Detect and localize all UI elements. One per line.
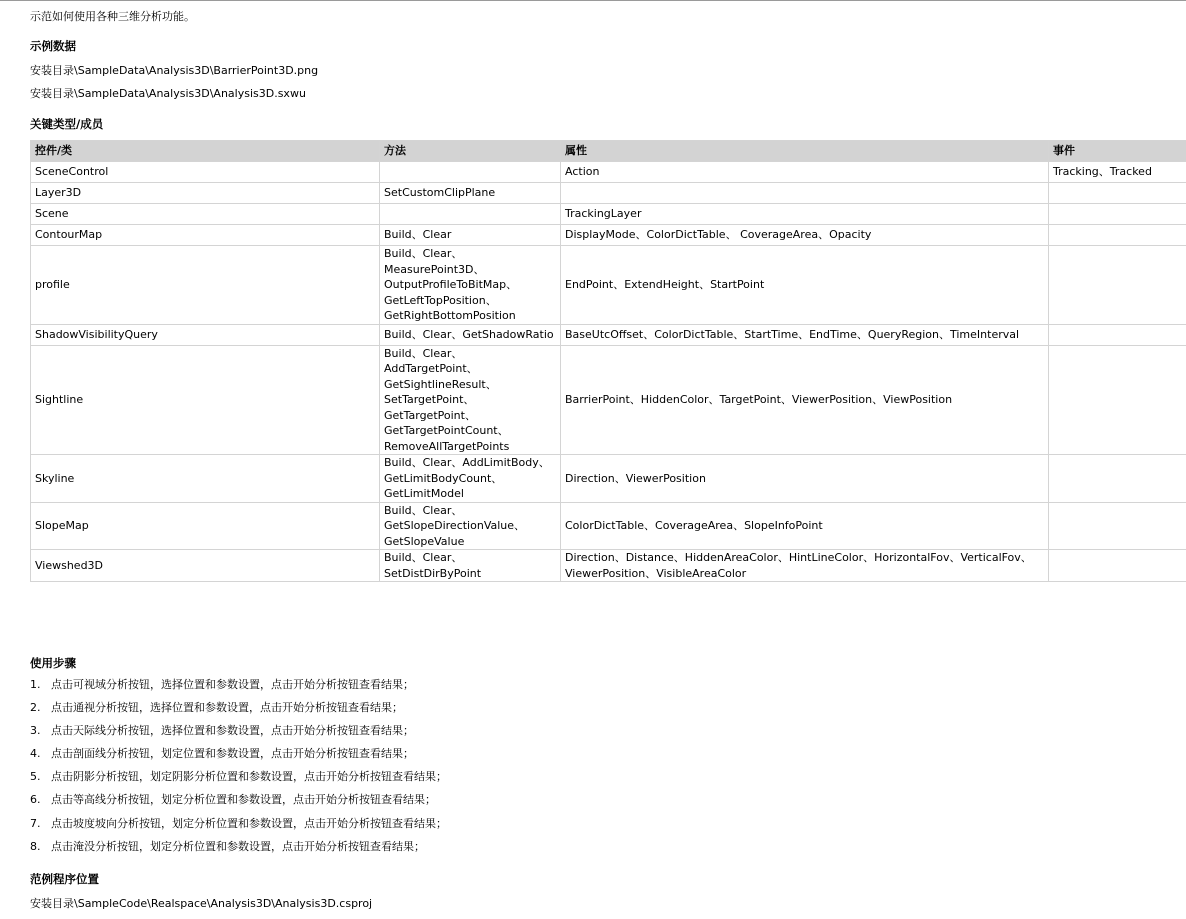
events-cell <box>1049 455 1186 503</box>
list-item: 4. 点击剖面线分析按钮，划定位置和参数设置，点击开始分析按钮查看结果； <box>30 747 414 761</box>
properties-cell: Direction、ViewerPosition <box>561 455 1049 503</box>
list-item: 2. 点击通视分析按钮，选择位置和参数设置，点击开始分析按钮查看结果； <box>30 701 403 715</box>
key-types-heading: 关键类型/成员 <box>30 117 104 131</box>
methods-cell: Build、Clear、MeasurePoint3D、 OutputProfileToBitMap、 GetLeftTopPosition、 GetRightBottomPosition <box>380 246 561 325</box>
properties-cell: EndPoint、ExtendHeight、StartPoint <box>561 246 1049 325</box>
events-cell <box>1049 550 1186 582</box>
list-item: 8. 点击淹没分析按钮，划定分析位置和参数设置，点击开始分析按钮查看结果； <box>30 839 425 853</box>
program-location-path: 安装目录\SampleCode\Realspace\Analysis3D\Analysis3D.csproj <box>30 897 373 910</box>
sample-data-path: 安装目录\SampleData\Analysis3D\BarrierPoint3D.png <box>30 64 319 77</box>
intro-text: 示范如何使用各种三维分析功能。 <box>30 10 195 23</box>
class-cell: ContourMap <box>31 225 380 246</box>
list-item: 5. 点击阴影分析按钮，划定阴影分析位置和参数设置，点击开始分析按钮查看结果； <box>30 770 447 784</box>
column-header-properties: 属性 <box>561 141 1049 162</box>
class-cell: Layer3D <box>31 183 380 204</box>
class-cell: profile <box>31 246 380 325</box>
table-row <box>31 246 1186 325</box>
properties-cell: ColorDictTable、CoverageArea、SlopeInfoPoint <box>561 502 1049 550</box>
table-row <box>31 550 1186 582</box>
class-cell: SceneControl <box>31 162 380 183</box>
events-cell: Tracking、Tracked <box>1049 162 1186 183</box>
column-header-methods: 方法 <box>380 141 561 162</box>
class-cell: Viewshed3D <box>31 550 380 582</box>
steps-heading: 使用步骤 <box>30 656 76 670</box>
sample-data-heading: 示例数据 <box>30 39 76 53</box>
properties-cell: TrackingLayer <box>561 204 1049 225</box>
class-cell: Sightline <box>31 345 380 455</box>
methods-cell <box>380 162 561 183</box>
properties-cell: Action <box>561 162 1049 183</box>
top-divider <box>0 0 1186 1</box>
sample-data-path: 安装目录\SampleData\Analysis3D\Analysis3D.sxwu <box>30 87 306 100</box>
program-location-heading: 范例程序位置 <box>30 872 99 886</box>
table-row <box>31 502 1186 550</box>
properties-cell <box>561 183 1049 204</box>
table-row <box>31 225 1186 246</box>
properties-cell: BaseUtcOffset、ColorDictTable、StartTime、EndTime、QueryRegion、TimeInterval <box>561 324 1049 345</box>
methods-cell <box>380 204 561 225</box>
class-cell: SlopeMap <box>31 502 380 550</box>
methods-cell: Build、Clear、SetDistDirByPoint <box>380 550 561 582</box>
methods-cell: Build、Clear、GetShadowRatio <box>380 324 561 345</box>
events-cell <box>1049 183 1186 204</box>
list-item: 3. 点击天际线分析按钮，选择位置和参数设置，点击开始分析按钮查看结果； <box>30 724 414 738</box>
column-header-events: 事件 <box>1049 141 1186 162</box>
methods-cell: Build、Clear、AddLimitBody、 GetLimitBodyCount、 GetLimitModel <box>380 455 561 503</box>
table-row <box>31 324 1186 345</box>
table-row <box>31 455 1186 503</box>
column-header-class: 控件/类 <box>31 141 380 162</box>
class-cell: ShadowVisibilityQuery <box>31 324 380 345</box>
methods-cell: Build、Clear <box>380 225 561 246</box>
methods-cell: Build、Clear、AddTargetPoint、 GetSightlineResult、 SetTargetPoint、 GetTargetPoint、 GetTargetPointCount、 RemoveAllTargetPoints <box>380 345 561 455</box>
properties-cell: BarrierPoint、HiddenColor、TargetPoint、ViewerPosition、ViewPosition <box>561 345 1049 455</box>
events-cell <box>1049 204 1186 225</box>
events-cell <box>1049 246 1186 325</box>
methods-cell: SetCustomClipPlane <box>380 183 561 204</box>
table-row <box>31 183 1186 204</box>
list-item: 6. 点击等高线分析按钮，划定分析位置和参数设置，点击开始分析按钮查看结果； <box>30 793 436 807</box>
table-row <box>31 162 1186 183</box>
key-types-table <box>30 140 1186 582</box>
steps-list <box>30 677 447 862</box>
table-header-row <box>31 141 1186 162</box>
table-row <box>31 204 1186 225</box>
events-cell <box>1049 225 1186 246</box>
class-cell: Skyline <box>31 455 380 503</box>
events-cell <box>1049 502 1186 550</box>
methods-cell: Build、Clear、 GetSlopeDirectionValue、 GetSlopeValue <box>380 502 561 550</box>
properties-cell: DisplayMode、ColorDictTable、 CoverageArea、Opacity <box>561 225 1049 246</box>
events-cell <box>1049 345 1186 455</box>
table-row <box>31 345 1186 455</box>
list-item: 7. 点击坡度坡向分析按钮，划定分析位置和参数设置，点击开始分析按钮查看结果； <box>30 816 447 830</box>
class-cell: Scene <box>31 204 380 225</box>
list-item: 1. 点击可视域分析按钮，选择位置和参数设置，点击开始分析按钮查看结果； <box>30 678 414 691</box>
events-cell <box>1049 324 1186 345</box>
properties-cell: Direction、Distance、HiddenAreaColor、HintLineColor、HorizontalFov、VerticalFov、 ViewerPosition、VisibleAreaColor <box>561 550 1049 582</box>
